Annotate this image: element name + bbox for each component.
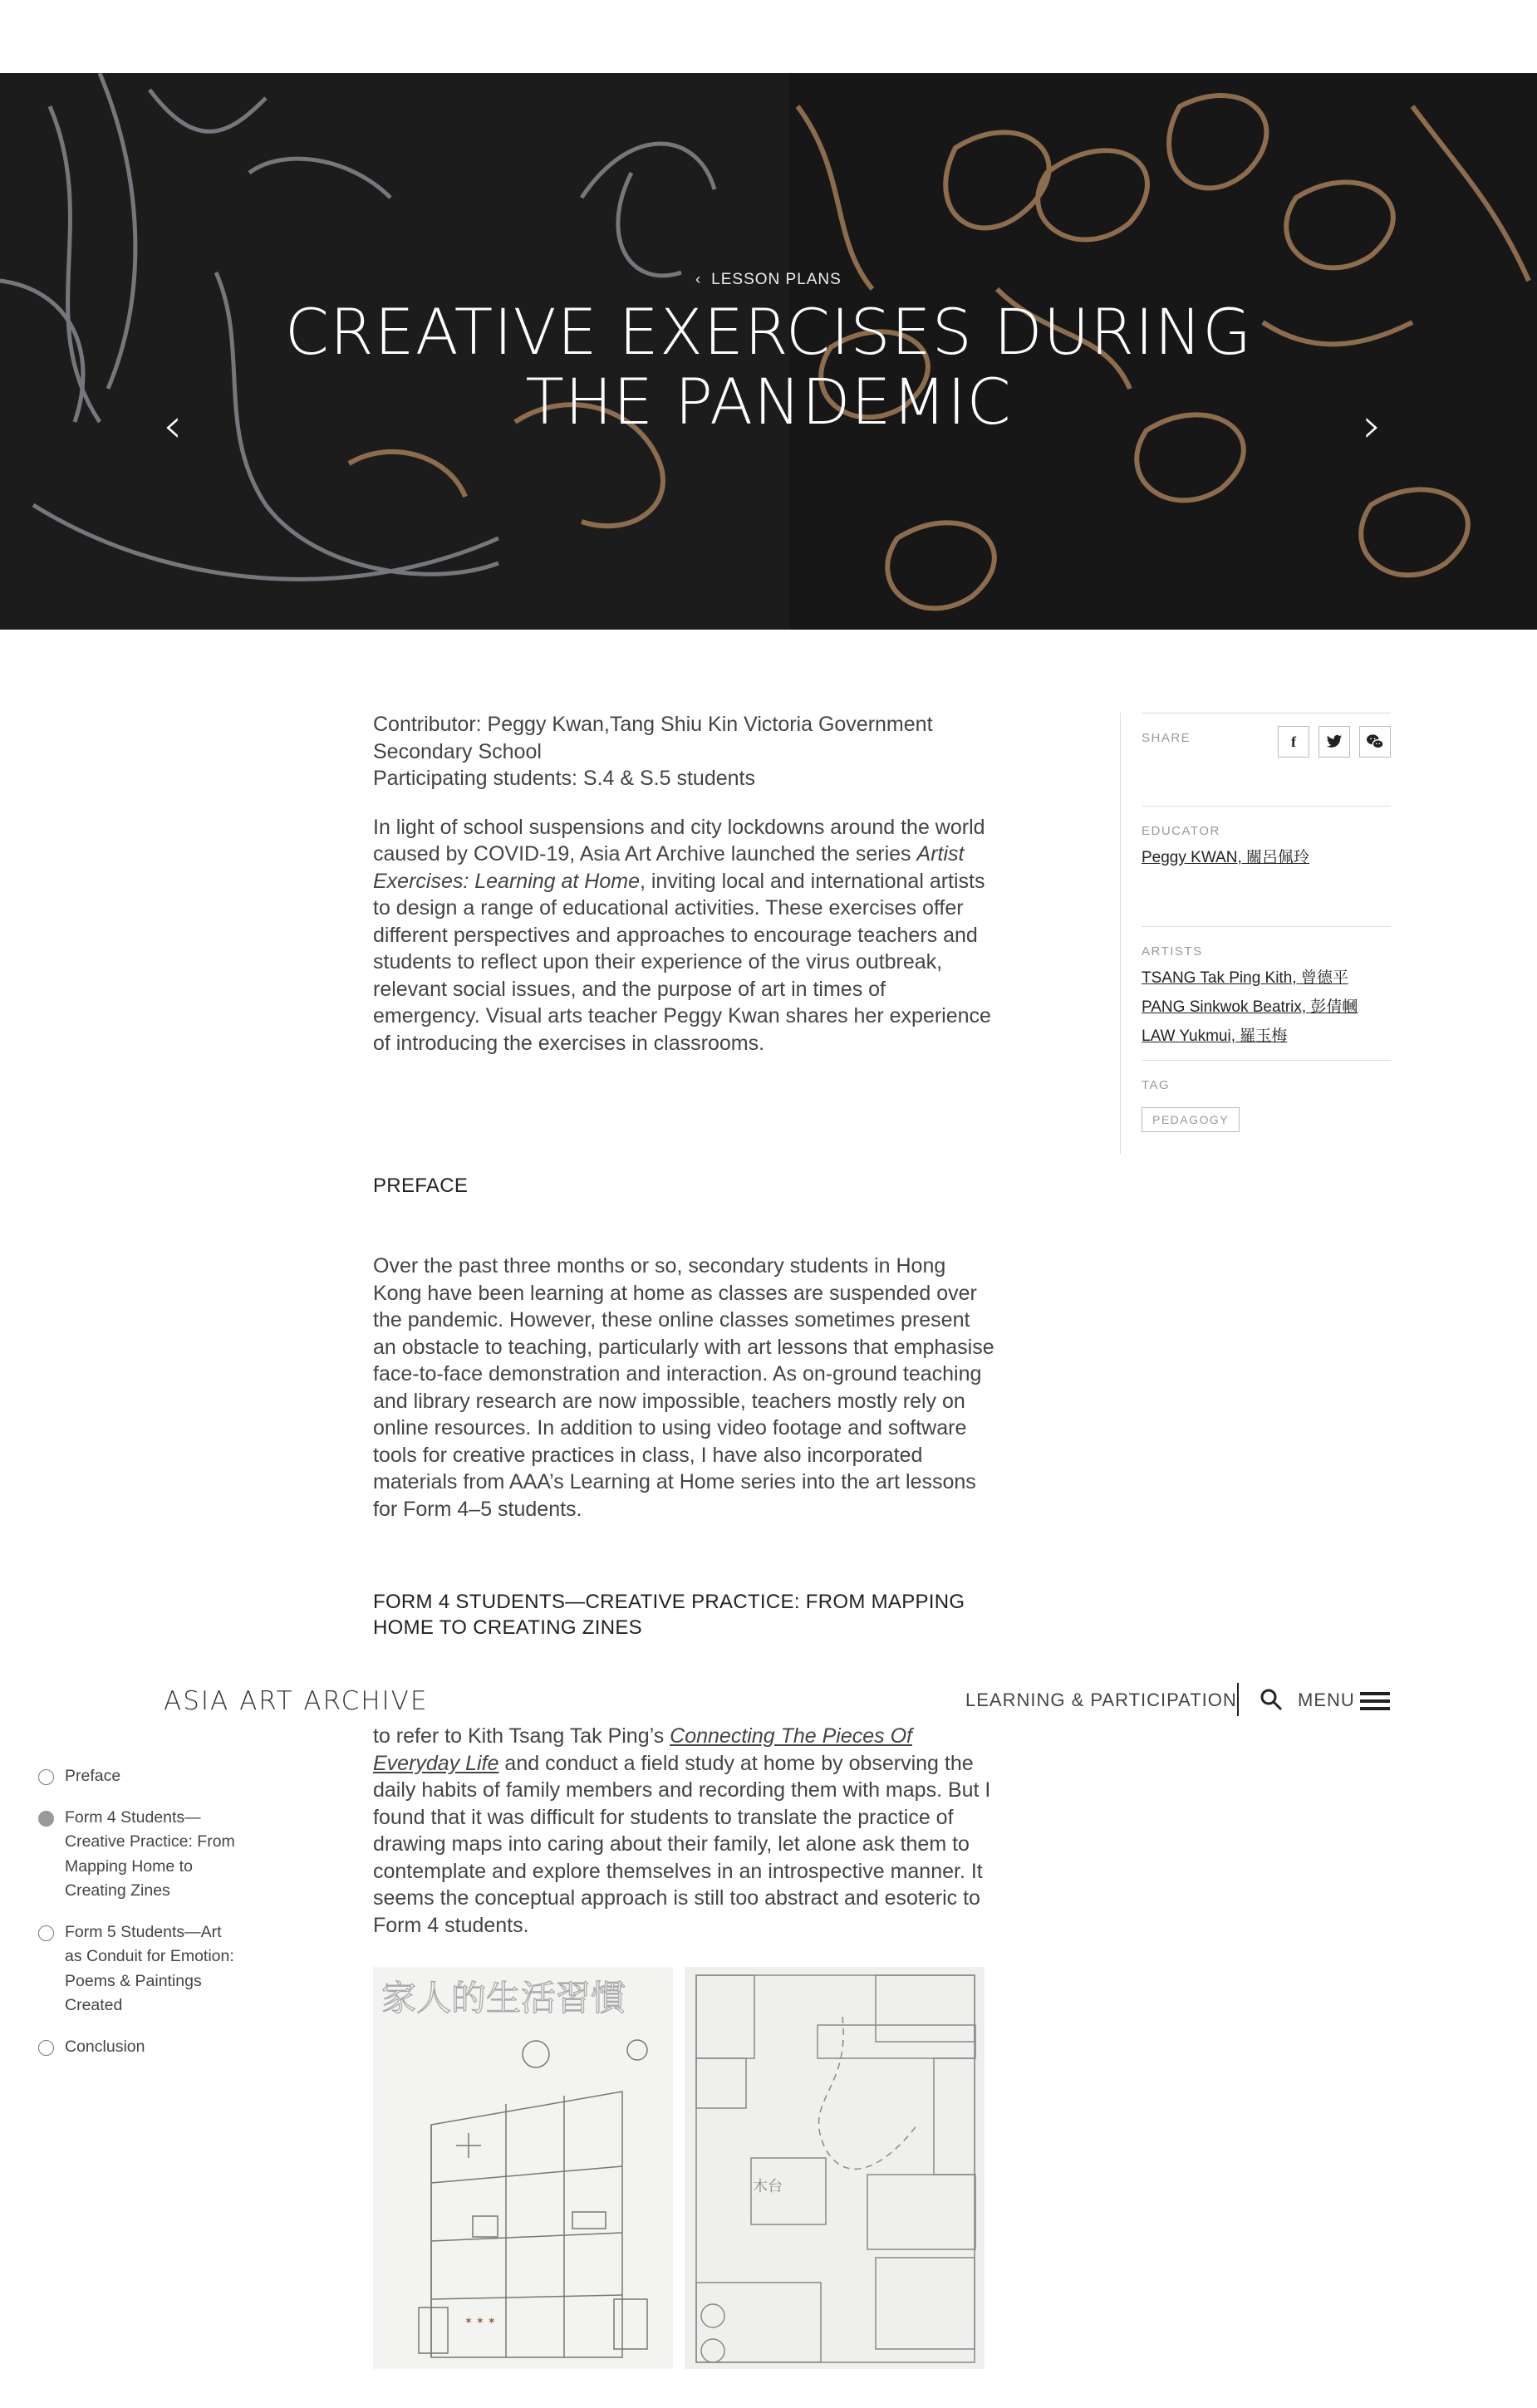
sticky-header: [0, 1670, 1537, 1728]
drawing-title: 家人的生活習慣: [381, 1978, 626, 2018]
tag-section: [1142, 1078, 1391, 1132]
toc-label: Form 4 Students—Creative Practice: From Mapping Home to Creating Zines: [65, 1807, 235, 1900]
intro-series-title: Artist Exercises: Learning at Home: [373, 842, 965, 893]
hamburger-icon[interactable]: [1360, 1692, 1390, 1714]
section-link[interactable]: LEARNING & PARTICIPATION: [965, 1690, 1237, 1710]
artwork-link[interactable]: Connecting The Pieces Of: [670, 1724, 912, 1748]
table-of-contents: [38, 1764, 238, 2076]
toc-dot-active-icon: [38, 1811, 54, 1827]
contributor-text: Contributor: Peggy Kwan,Tang Shiu Kin Victoria Government Secondary School: [373, 713, 933, 763]
form4-text-lead: to refer to Kith Tsang Tak Ping’s: [373, 1724, 670, 1748]
twitter-icon[interactable]: [1318, 726, 1350, 758]
wechat-icon[interactable]: [1359, 726, 1391, 758]
sidebar-divider: [1142, 806, 1391, 807]
educator-section: [1142, 824, 1391, 872]
artists-label: ARTISTS: [1142, 944, 1203, 959]
facebook-icon[interactable]: f: [1278, 726, 1309, 758]
breadcrumb-lesson-plans[interactable]: [0, 271, 1537, 289]
preface-body: [373, 1253, 996, 1523]
toc-item-form4[interactable]: [38, 1806, 238, 1904]
toc-dot-icon: [38, 2040, 54, 2056]
toc-item-preface[interactable]: [38, 1764, 238, 1789]
intro-text-a: In light of school suspensions and city lockdowns around the world caused by COVID-19, Asia Art Archive launched the series: [373, 815, 985, 866]
student-drawing-home-map: [685, 1967, 985, 2369]
toc-dot-icon: [38, 1769, 54, 1785]
form4-body: [373, 1723, 1004, 1939]
intro-text-b: , inviting local and international artists to design a range of educational activities. These exercises offer different perspectives and approaches to encourage teachers and students to reflect upon their experience of the virus outbreak, relevant social issues, and the purpose of art in times of emergency. Visual arts teacher Peggy Kwan shares her experience of introducing the exercises in classrooms.: [373, 869, 991, 1055]
page-title: CREATIVE EXERCISES DURING THE PANDEMIC: [284, 295, 1253, 439]
artist-link[interactable]: TSANG Tak Ping Kith, 曾德平: [1142, 969, 1348, 987]
artist-link[interactable]: LAW Yukmui, 羅玉梅: [1142, 1027, 1288, 1045]
sidebar-divider: [1142, 1060, 1391, 1061]
article-sidebar: [1120, 713, 1390, 1155]
nav-divider: [1237, 1683, 1239, 1716]
toc-label: Conclusion: [65, 2037, 145, 2056]
toc-label: Preface: [65, 1767, 121, 1785]
artist-link[interactable]: PANG Sinkwok Beatrix, 彭倩幗: [1142, 998, 1358, 1016]
article-intro: [373, 711, 996, 1057]
toc-item-form5[interactable]: [38, 1920, 238, 2018]
menu-button[interactable]: MENU: [1298, 1690, 1355, 1710]
chevron-left-icon: ‹: [695, 271, 702, 287]
artwork-link[interactable]: Everyday Life: [373, 1751, 499, 1775]
preface-heading: PREFACE: [373, 1175, 469, 1197]
share-section: [1142, 731, 1391, 750]
carousel-prev-arrow-icon[interactable]: ‹: [163, 397, 183, 454]
participants-text: Participating students: S.4 & S.5 students: [373, 767, 755, 790]
educator-link[interactable]: Peggy KWAN, 關呂佩玲: [1142, 849, 1310, 866]
tag-pedagogy[interactable]: PEDAGOGY: [1142, 1107, 1240, 1132]
hero-banner: [0, 73, 1537, 630]
student-drawing-family-habits: [373, 1967, 673, 2369]
sidebar-divider: [1142, 926, 1391, 927]
svg-text:✶ ✶ ✶: ✶ ✶ ✶: [464, 2315, 496, 2327]
toc-dot-icon: [38, 1925, 54, 1941]
educator-label: EDUCATOR: [1142, 824, 1220, 838]
share-label: SHARE: [1142, 731, 1191, 745]
form4-heading: FORM 4 STUDENTS—CREATIVE PRACTICE: FROM MAPPING HOME TO CREATING ZINES: [373, 1591, 965, 1639]
drawing-sketch: [373, 1967, 673, 2369]
sidebar-divider: [1142, 713, 1391, 714]
tag-label: TAG: [1142, 1078, 1171, 1092]
carousel-next-arrow-icon[interactable]: ›: [1363, 397, 1382, 454]
site-logo[interactable]: ASIA ART ARCHIVE: [164, 1686, 429, 1716]
drawing-sketch: [685, 1967, 985, 2369]
form4-text: and conduct a field study at home by observing the daily habits of family members and recording them with maps. But I found that it was difficult for students to translate the practice of drawing maps into caring about their family, let alone ask them to contemplate and explore themselves in an introspective manner. It seems the conceptual approach is still too abstract and esoteric to Form 4 students.: [373, 1751, 991, 1937]
toc-label: Form 5 Students—Art as Conduit for Emotion: Poems & Paintings Created: [65, 1922, 234, 2014]
toc-item-conclusion[interactable]: [38, 2035, 238, 2060]
artists-section: [1142, 944, 1391, 1051]
preface-paragraph: Over the past three months or so, secondary students in Hong Kong have been learning at home as classes are suspended over the pandemic. However, these online classes sometimes present an obstacle to teaching, particularly with art lessons that emphasise face-to-face demonstration and interaction. As on-ground teaching and library research are now impossible, teachers mostly rely on online resources. In addition to using video footage and software tools for creative practices in class, I have also incorporated materials from AAA’s Learning at Home series into the art lessons for Form 4–5 students.: [373, 1254, 994, 1521]
drawing-label: 木台: [753, 2178, 783, 2195]
intro-paragraph: [373, 814, 996, 1057]
search-icon[interactable]: [1260, 1688, 1283, 1715]
breadcrumb-label: LESSON PLANS: [711, 271, 842, 288]
